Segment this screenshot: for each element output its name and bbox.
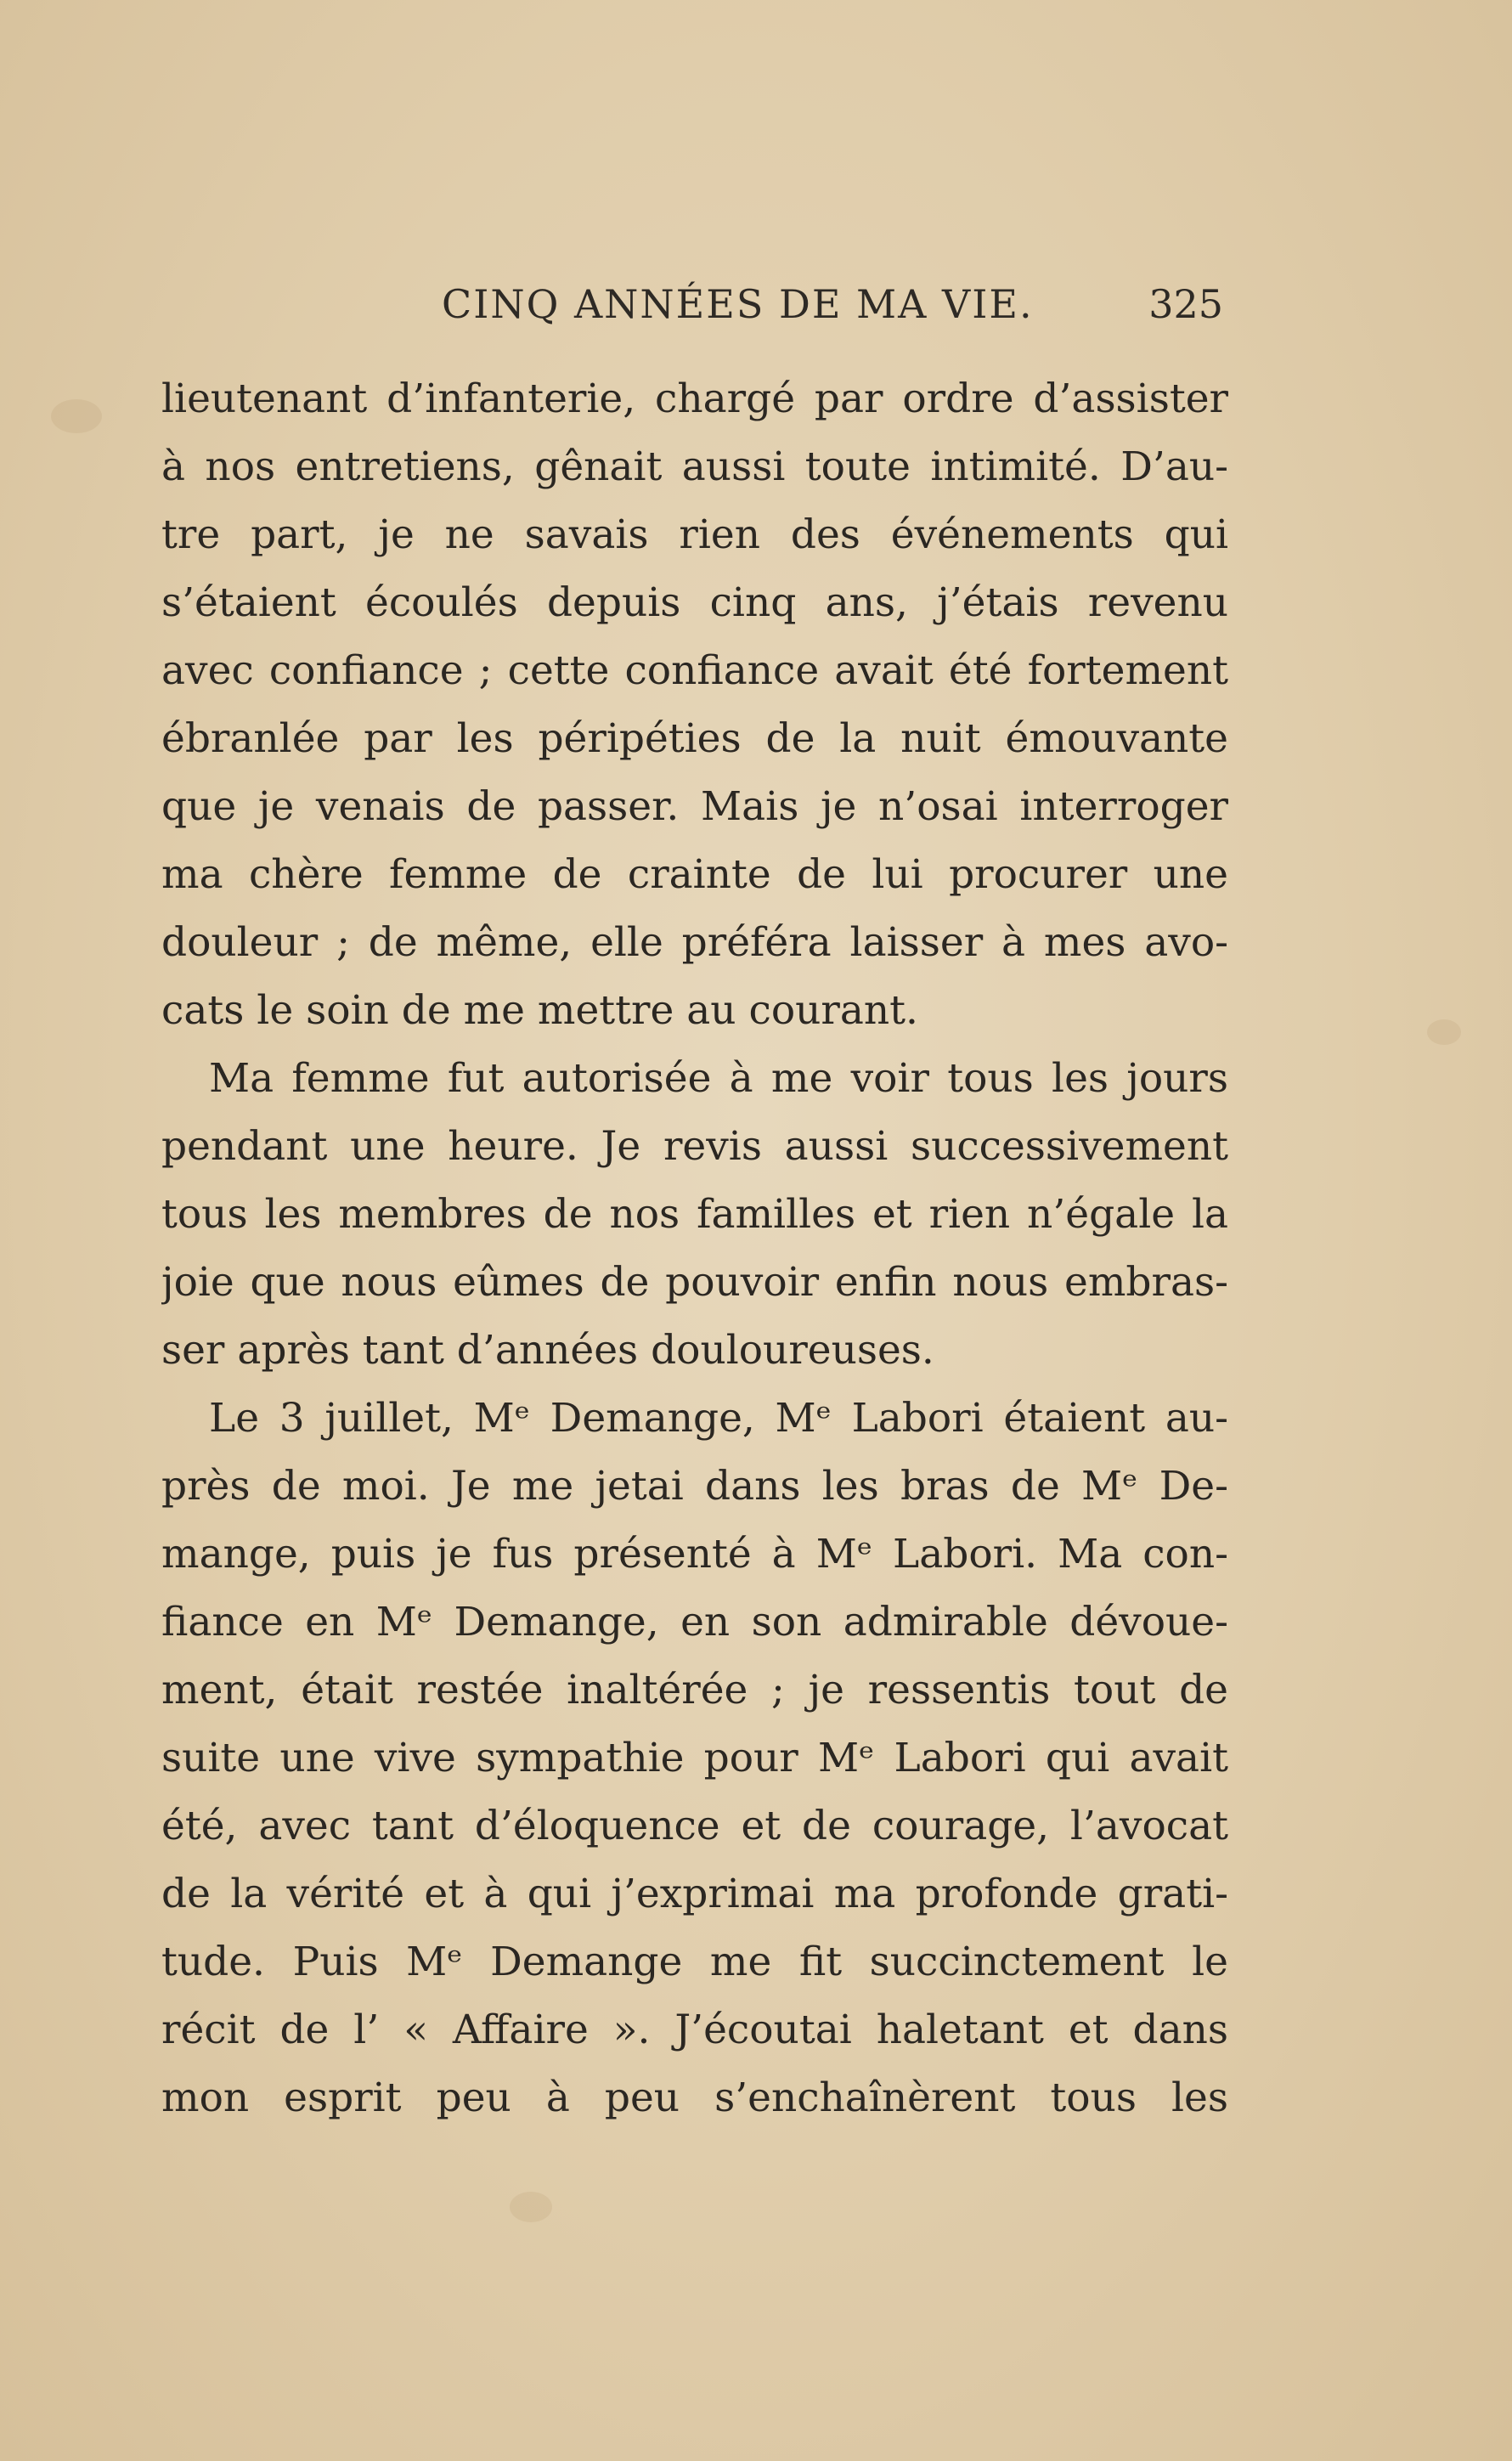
text-line: lieutenant d’infanterie, chargé par ordre d’assister	[161, 375, 1228, 422]
page-number: 325	[1148, 281, 1223, 327]
text-line: près de moi. Je me jetai dans les bras de Mᵉ De-	[161, 1463, 1228, 1510]
body-text	[161, 365, 1228, 2132]
text-line: s’étaient écoulés depuis cinq ans, j’étais revenu	[161, 579, 1228, 626]
text-line: joie que nous eûmes de pouvoir enfin nous embras-	[161, 1259, 1228, 1306]
text-line: ébranlée par les péripéties de la nuit émouvante	[161, 715, 1228, 762]
text-line: ment, était restée inaltérée ; je ressentis tout de	[161, 1667, 1228, 1713]
text-line: Ma femme fut autorisée à me voir tous les jours	[209, 1055, 1228, 1102]
text-line: été, avec tant d’éloquence et de courage, l’avocat	[161, 1803, 1228, 1849]
paper-stain	[51, 399, 102, 433]
paper-stain	[510, 2192, 552, 2222]
text-line: tude. Puis Mᵉ Demange me fit succinctement le	[161, 1939, 1228, 1985]
text-line: fiance en Mᵉ Demange, en son admirable dévoue-	[161, 1599, 1228, 1645]
text-line: cats le soin de me mettre au courant.	[161, 987, 918, 1034]
text-line: mon esprit peu à peu s’enchaînèrent tous les	[161, 2074, 1228, 2121]
text-line: Le 3 juillet, Mᵉ Demange, Mᵉ Labori étaient au-	[209, 1395, 1228, 1442]
text-line: douleur ; de même, elle préféra laisser à mes avo-	[161, 919, 1228, 966]
text-line: pendant une heure. Je revis aussi successivement	[161, 1123, 1228, 1170]
text-line: avec confiance ; cette confiance avait été fortement	[161, 647, 1228, 694]
text-line: suite une vive sympathie pour Mᵉ Labori qui avait	[161, 1735, 1228, 1781]
text-line: ma chère femme de crainte de lui procurer une	[161, 851, 1228, 898]
running-title: CINQ ANNÉES DE MA VIE.	[442, 281, 1034, 327]
text-line: récit de l’ « Affaire ». J’écoutai haletant et dans	[161, 2007, 1228, 2053]
page-header	[442, 270, 1223, 338]
text-line: tous les membres de nos familles et rien n’égale la	[161, 1191, 1228, 1238]
text-line: de la vérité et à qui j’exprimai ma profonde grati-	[161, 1871, 1228, 1917]
paper-stain	[1427, 1019, 1461, 1045]
text-line: tre part, je ne savais rien des événements qui	[161, 511, 1228, 558]
text-line: mange, puis je fus présenté à Mᵉ Labori. Ma con-	[161, 1531, 1228, 1578]
text-line: que je venais de passer. Mais je n’osai interroger	[161, 783, 1228, 830]
text-line: à nos entretiens, gênait aussi toute intimité. D’au-	[161, 443, 1228, 490]
text-line: ser après tant d’années douloureuses.	[161, 1327, 934, 1374]
